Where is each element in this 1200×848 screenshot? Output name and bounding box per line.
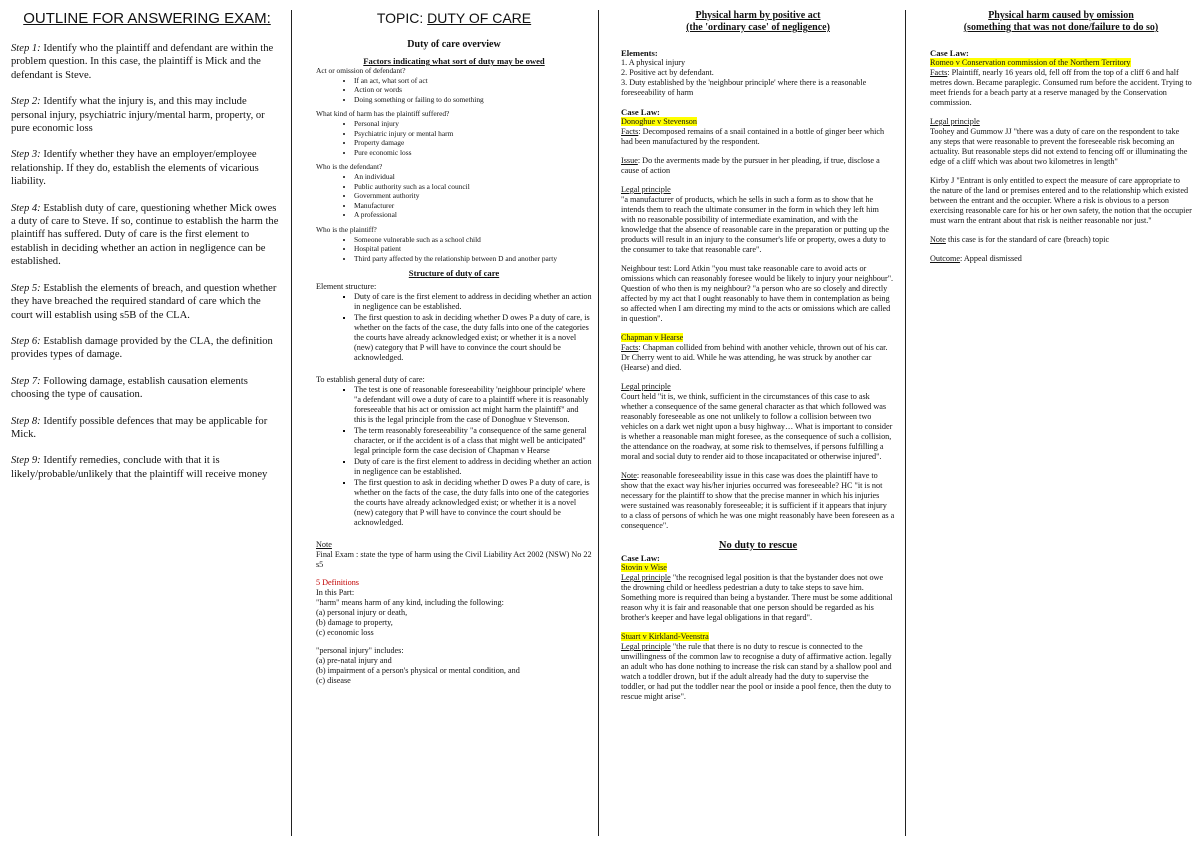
- case-chapman: Chapman v Hearse: [621, 333, 684, 342]
- element-line: 1. A physical injury: [621, 58, 686, 67]
- factor-item: • Property damage: [354, 138, 592, 148]
- general-items: [316, 385, 592, 528]
- topic-name: DUTY OF CARE: [427, 10, 532, 26]
- factor-item: • A professional: [354, 210, 592, 220]
- factor-item: • Action or words: [354, 85, 592, 95]
- topic-title: [316, 10, 592, 26]
- case2-facts: Facts: Chapman collided from behind with another vehicle, thrown out of his car. Dr Cherry went to aid. While he was attending, he was struck by another car (Hearse) and died.: [621, 343, 888, 372]
- element-item: ▪ Duty of care is the first element to address in deciding whether an action in negligence can be established.: [354, 292, 592, 312]
- definition-line: "harm" means harm of any kind, including the following:: [316, 598, 504, 608]
- positive-act-column: [599, 0, 905, 848]
- factor-question: Who is the plaintiff?: [316, 224, 377, 234]
- factor-question: Who is the defendant?: [316, 162, 383, 172]
- case-stuart: Stuart v Kirkland-Veenstra: [621, 632, 709, 641]
- note-text: Final Exam : state the type of harm using the Civil Liability Act 2002 (NSW) No 22 s5: [316, 550, 592, 570]
- outline-step: [11, 335, 283, 362]
- no-duty-heading: No duty to rescue: [718, 540, 798, 551]
- omission-heading-line2: (something that was not done/failure to do so): [963, 22, 1159, 33]
- overview-heading: Duty of care overview: [407, 39, 501, 50]
- legal-principle-label: Legal principle: [930, 117, 980, 126]
- general-item: ▪ Duty of care is the first element to address in deciding whether an action in negligence can be established.: [354, 457, 592, 477]
- romeo-outcome: Outcome: Appeal dismissed: [930, 254, 1022, 263]
- general-item: ▪ The term reasonably foreseeability "a consequence of the same general character, or if the accident is of a class that might well be anticipated" legal principle form the case decision of Chapman v Hearse: [354, 426, 592, 456]
- outline-step: [11, 282, 283, 322]
- caselaw-label: Case Law:: [930, 48, 969, 58]
- definitions-lines: [316, 588, 592, 638]
- outline-step: [11, 148, 283, 188]
- definition-line: In this Part:: [316, 588, 355, 598]
- element-structure-label: Element structure:: [316, 282, 377, 292]
- definition-line: (c) economic loss: [316, 628, 374, 638]
- step-text: Identify whether they have an employer/employee relationship. If they do, establish the elements of vicarious liability.: [11, 149, 259, 188]
- definition-line: (b) damage to property,: [316, 618, 393, 628]
- factor-item: • Pure economic loss: [354, 148, 592, 158]
- outline-column: [0, 0, 291, 848]
- elements-list: [621, 58, 895, 98]
- case1-facts: Facts: Decomposed remains of a snail contained in a bottle of ginger beer which had been manufactured by the respondent.: [621, 127, 885, 146]
- steps-list: [11, 42, 283, 481]
- step-text: Following damage, establish causation elements choosing the type of causation.: [11, 375, 248, 401]
- general-item: ▪ The first question to ask in deciding whether D owes P a duty of care, is whether on the facts of the case, the duty falls into one of the categories the courts have already acknowledged exist; or whether it is a novel (new) category that P will have to convince the court should be acknowledged.: [354, 478, 592, 528]
- factor-list: [316, 76, 592, 105]
- romeo-facts: Facts: Plaintiff, nearly 16 years old, fell off from the top of a cliff 6 and half metres down. Became paraplegic. Consumed rum before the accident. Trying to meet friends for a beach party at a reserve managed by the Conservation commission.: [930, 68, 1192, 107]
- element-line: 2. Positive act by defendant.: [621, 68, 714, 77]
- element-item: ▪ The first question to ask in deciding whether D owes P a duty of care, is whether on the facts of the case, the duty falls into one of the categories the courts have already acknowledged exist; or whether it is a novel (new) category that P will have to convince the court should be acknowledged.: [354, 313, 592, 363]
- step-text: Identify remedies, conclude with that it is likely/probable/unlikely that the plaintiff will receive money: [11, 455, 268, 480]
- factor-question: What kind of harm has the plaintiff suffered?: [316, 109, 450, 119]
- factor-item: • Psychiatric injury or mental harm: [354, 129, 592, 139]
- factor-item: • Public authority such as a local council: [354, 182, 592, 192]
- positive-heading-line1: Physical harm by positive act: [695, 10, 821, 21]
- factor-question: Act or omission of defendant?: [316, 66, 406, 75]
- factor-item: • Personal injury: [354, 119, 592, 129]
- romeo-note: Note this case is for the standard of care (breach) topic: [930, 235, 1110, 244]
- step-label: Step 5:: [11, 282, 41, 294]
- case2-note: Note: reasonable foreseeability issue in this case was does the plaintiff have to show that the exact way his/her injuries occurred was foreseeable? HC "it is not necessary for the plaintiff to show that the precise manner in which his injuries were sustained was reasonably foreseeable; it is sufficient if it appears that injury to a class of persons of which he was one might reasonably have been foreseen as a consequence".: [621, 471, 895, 530]
- step-text: Identify possible defences that may be applicable for Mick.: [11, 415, 268, 440]
- personal-injury-line: (b) impairment of a person's physical or mental condition, and: [316, 666, 520, 676]
- legal-principle-label: Legal principle: [621, 382, 671, 391]
- caselaw-label: Case Law:: [621, 553, 660, 563]
- element-line: 3. Duty established by the 'neighbour principle' where there is a reasonable foreseeability of harm: [621, 78, 867, 97]
- outline-step: [11, 454, 283, 481]
- step-text: Identify who the plaintiff and defendant are within the problem question. In this case, the plaintiff is Mick and the defendant is Steve.: [11, 43, 274, 81]
- factor-item: • An individual: [354, 172, 592, 182]
- step-label: Step 1:: [11, 43, 41, 54]
- case3-principle: Legal principle "the recognised legal position is that the bystander does not owe the drowning child or heedless pedestrian a duty to take steps to save him. Something more is required than being a bystander. There must be some additional reason why it is fair and reasonable that one person should be regarded as his brother's keeper and have legal obligations in that regard".: [621, 573, 893, 622]
- case-romeo: Romeo v Conservation commission of the Northern Territory: [930, 58, 1131, 67]
- factor-list: [316, 172, 592, 220]
- personal-injury-lines: [316, 646, 592, 686]
- definitions-heading: 5 Definitions: [316, 578, 359, 588]
- case1-issue: Issue: Do the averments made by the pursuer in her pleading, if true, disclose a cause of action: [621, 156, 880, 175]
- factor-item: • Someone vulnerable such as a school child: [354, 235, 592, 245]
- factor-item: • If an act, what sort of act: [354, 76, 592, 86]
- personal-injury-line: (a) pre-natal injury and: [316, 656, 392, 666]
- factor-groups: [316, 66, 592, 263]
- outline-step: [11, 202, 283, 269]
- step-text: Establish duty of care, questioning whether Mick owes a duty of care to Steve. If so, continue to establish the harm the plaintiff has suffered. Duty of care is the first element to establish in deciding whether an action in negligence can be established.: [11, 202, 279, 268]
- case-donoghue: Donoghue v Stevenson: [621, 117, 697, 126]
- factor-item: • Doing something or failing to do something: [354, 95, 592, 105]
- step-label: Step 6:: [11, 335, 41, 347]
- topic-column: [292, 0, 598, 848]
- step-text: Establish the elements of breach, and question whether they have breached the required standard of care which the court will establish using s5B of the CLA.: [11, 282, 277, 321]
- step-text: Identify what the injury is, and this may include personal injury, psychiatric injury/mental harm, property, or pure economic loss: [11, 96, 265, 135]
- element-structure: [316, 282, 592, 686]
- personal-injury-line: "personal injury" includes:: [316, 646, 404, 656]
- step-label: Step 7:: [11, 375, 41, 387]
- personal-injury-line: (c) disease: [316, 676, 351, 686]
- legal-principle-label: Legal principle: [621, 185, 671, 194]
- definition-line: (a) personal injury or death,: [316, 608, 408, 618]
- element-items: [316, 292, 592, 363]
- topic-prefix: TOPIC:: [376, 10, 428, 26]
- factor-list: [316, 119, 592, 157]
- outline-step: [11, 95, 283, 135]
- factor-item: • Hospital patient: [354, 244, 592, 254]
- factor-item: • Third party affected by the relationship between D and another party: [354, 254, 592, 264]
- general-duty-label: To establish general duty of care:: [316, 375, 425, 385]
- step-label: Step 4:: [11, 202, 41, 214]
- omission-heading: [930, 10, 1192, 34]
- step-label: Step 3:: [11, 149, 41, 161]
- positive-heading: [621, 10, 895, 34]
- positive-heading-line2: (the 'ordinary case' of negligence): [686, 22, 830, 33]
- case2-principle: Court held "it is, we think, sufficient in the circumstances of this case to ask whether a consequence of the same general character as that which followed was reasonably foreseeable as one not unlikely to follow a collision between two vehicles on a dark wet night upon a busy highway… What is important to consider is whether a reasonable man might foresee, as the consequence of such a collision, the attendance on the roadway, at some risk to themselves, if persons fulfilling a moral and social duty to render aid to those incapacitated or otherwise injured".: [621, 392, 893, 461]
- romeo-principle-2: Kirby J "Entrant is only entitled to expect the measure of care appropriate to the nature of the land or premises entered and to the relationship which existed between the entrant and the occupier. Where a risk is obvious to a person exercising reasonable care for his or her own safety, the notion that the occupier must warn the entrant about that risk is neither reasonable nor just.": [930, 176, 1192, 225]
- outline-title: OUTLINE FOR ANSWERING EXAM:: [23, 10, 271, 27]
- neighbour-test: Neighbour test: Lord Atkin "you must take reasonable care to avoid acts or omissions which can reasonably foresee would be likely to injury your neighbour". Question of who then is my neighbour? "a person who are so closely and directly affected by my act that I ought reasonably to have them in contemplation as being so affected when I am directing my mind to the acts or omissions which are called in question".: [621, 264, 894, 323]
- omission-heading-line1: Physical harm caused by omission: [988, 10, 1134, 21]
- caselaw-label: Case Law:: [621, 107, 660, 117]
- factor-item: • Government authority: [354, 191, 592, 201]
- outline-step: [11, 42, 283, 82]
- step-label: Step 8:: [11, 415, 41, 427]
- elements-label: Elements:: [621, 48, 658, 58]
- step-label: Step 2:: [11, 96, 41, 108]
- structure-heading: Structure of duty of care: [408, 268, 500, 279]
- outline-step: [11, 375, 283, 402]
- case-stovin: Stovin v Wise: [621, 563, 667, 572]
- case4-principle: Legal principle "the rule that there is no duty to rescue is connected to the unwillingness of the common law to recognise a duty of affirmative action. legally an adult who has done nothing to increase the risk can stand by a shallow pool and watch a toddler drown, but if the adult already had the duty to supervise the toddler, or had put the toddler near the pool or inside a pool fence, then the duty to rescue might arise".: [621, 642, 892, 701]
- omission-column: [906, 0, 1200, 848]
- factor-list: [316, 235, 592, 264]
- factors-heading: Factors indicating what sort of duty may be owed: [363, 56, 545, 66]
- case1-principle: "a manufacturer of products, which he sells in such a form as to show that he intends them to reach the ultimate consumer in the form in which they left him with no reasonable possibility of intermediate examination, and with the knowledge that the absence of reasonable care in the preparation or putting up the products will result in an injury to the consumer's life or property, owes a duty to the consumer to take that reasonable care".: [621, 195, 890, 254]
- step-label: Step 9:: [11, 455, 41, 467]
- outline-step: [11, 415, 283, 442]
- factor-item: • Manufacturer: [354, 201, 592, 211]
- romeo-principle-1: Toohey and Gummow JJ "there was a duty of care on the respondent to take any steps that were reasonable to prevent the foreseeable risk becoming an actuality. But reasonable steps did not extend to fencing off or illuminating the edge of a cliff which was about two kilometres in length": [930, 127, 1188, 166]
- step-text: Establish damage provided by the CLA, the definition provides types of damage.: [11, 335, 273, 361]
- general-item: ▪ The test is one of reasonable foreseeability 'neighbour principle' where "a defendant will owe a duty of care to a plaintiff where it is reasonably foreseeable that his act or omission act might harm the plaintiff" and this is the legal principle from the case of Donoghue v Stevenson.: [354, 385, 592, 425]
- note-label: Note: [316, 540, 332, 550]
